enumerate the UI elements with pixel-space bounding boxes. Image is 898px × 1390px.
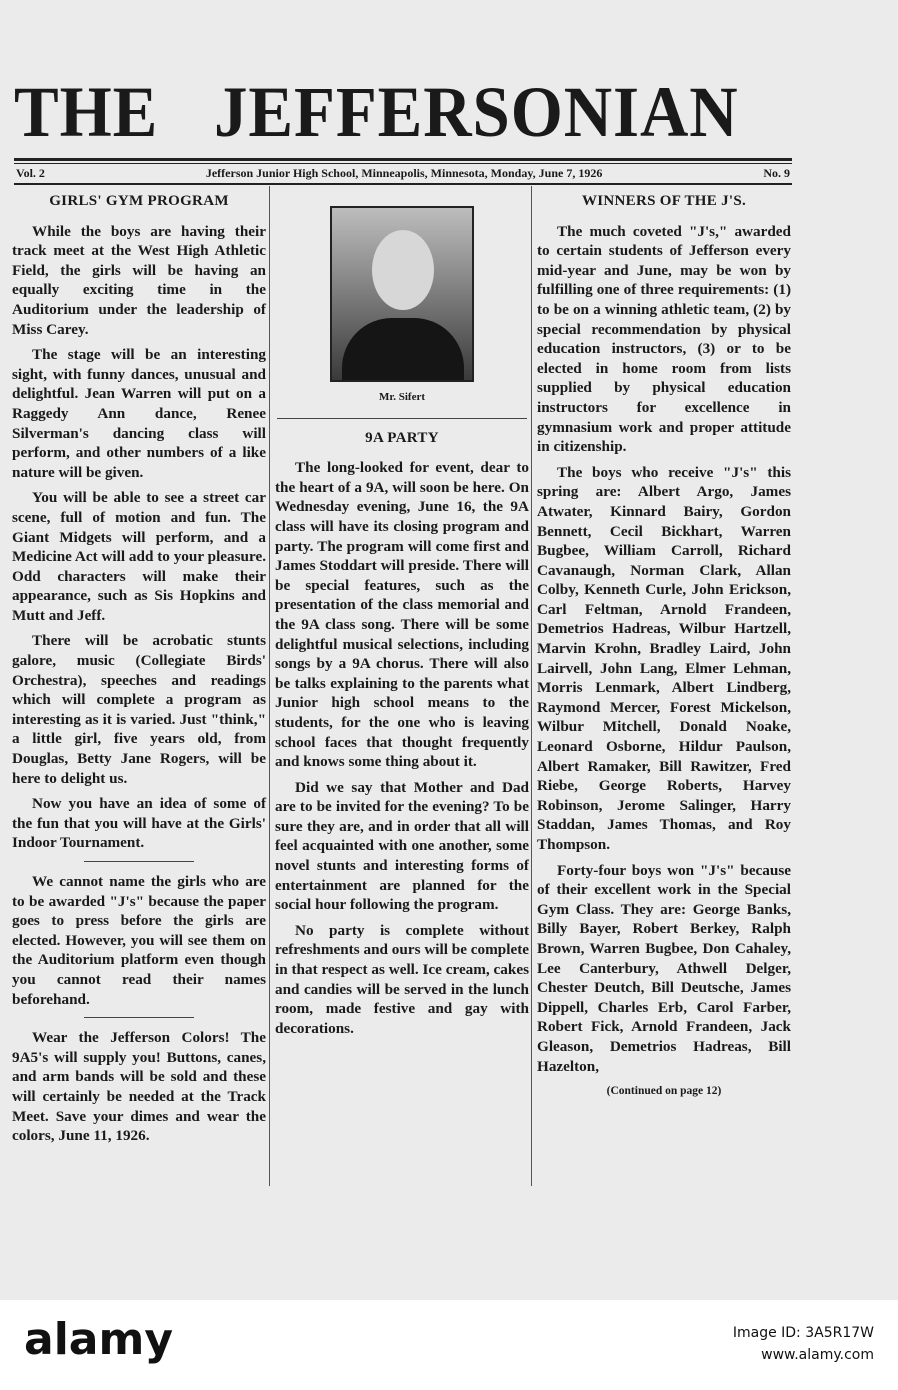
column-divider bbox=[269, 186, 270, 1186]
masthead-rule bbox=[14, 158, 792, 161]
column-divider bbox=[531, 186, 532, 1186]
dateline bbox=[16, 166, 790, 181]
article-title: GIRLS' GYM PROGRAM bbox=[49, 193, 229, 209]
stock-banner bbox=[0, 1300, 898, 1390]
paragraph: While the boys are having their track meet at the West High Athletic Field, the girls will be having an equally exciting time in the Auditorium under the leadership of Miss Carey. bbox=[12, 222, 266, 338]
masthead bbox=[14, 72, 739, 152]
issue-number: No. 9 bbox=[763, 166, 790, 180]
divider bbox=[84, 1017, 194, 1018]
paragraph: The long-looked for event, dear to the heart of a 9A, will soon be here. On Wednesday evening, June 16, the 9A class will have its closing program and party. The program will come first and James Stoddart will preside. There will be special features, such as the presentation of the class memorial and the 9A class song. There will be some delightful musical selections, including songs by a 9A chorus. There will also be talks explaining to the parents what Junior high school means to the students, for the one who is leaving school faces that thought frequently and knows some thing about it. bbox=[275, 459, 529, 771]
article-title: WINNERS OF THE J'S. bbox=[581, 193, 747, 209]
paragraph: There will be acrobatic stunts galore, music (Collegiate Birds' Orchestra), speeches and readings which will complete a program as interesting as it is varied. Just "think," a little girl, five years old, from Douglas, Betty Jane Rogers, will be here to delight us. bbox=[12, 632, 266, 787]
alamy-logo: alamy bbox=[24, 1314, 173, 1365]
masthead-word: THE bbox=[14, 72, 159, 152]
paragraph: Wear the Jefferson Colors! The 9A5's will supply you! Buttons, canes, and arm bands will be sold and these will certainly be needed at the Track Meet. Save your dimes and wear the colors, June 11, 1926. bbox=[12, 1029, 266, 1145]
masthead-word: JEFFERSONIAN bbox=[214, 72, 739, 152]
paragraph: You will be able to see a street car scene, full of motion and fun. The Giant Midgets will perform, and a Medicine Act will add to your pleasure. Odd characters will make their appearance, such as Sis Hopkins and Mutt and Jeff. bbox=[12, 489, 266, 624]
paragraph: Forty-four boys won "J's" because of their excellent work in the Special Gym Class. They are: George Banks, Billy Bayer, Robert Berkey, Ralph Brown, Warren Bugbee, Don Cahaley, Lee Canterbury, Athwell Delger, Chester Deutch, Bill Deutsche, James Dippell, Charles Erb, Carol Farber, Robert Fick, Arnold Frandeen, Jack Gleason, Demetrios Hadreas, Bill Hazelton, bbox=[537, 861, 791, 1075]
divider bbox=[277, 418, 527, 419]
dateline-text: Jefferson Junior High School, Minneapolis, Minnesota, Monday, June 7, 1926 bbox=[205, 166, 603, 180]
photo-caption: Mr. Sifert bbox=[378, 391, 426, 403]
image-id-block bbox=[733, 1322, 874, 1366]
dateline-rule bbox=[14, 183, 792, 185]
portrait-photo bbox=[330, 206, 474, 382]
stock-url: www.alamy.com bbox=[761, 1347, 874, 1363]
column-winners bbox=[537, 192, 791, 1102]
article-title: 9A PARTY bbox=[365, 429, 439, 446]
paragraph: The much coveted "J's," awarded to certain students of Jefferson every mid-year and June, may be won by fulfilling one of three requirements: (1) to be on a winning athletic team, (2) by special recommendation by physical education instructors, (3) or to be elected in home room from lists supplied by physical education instructors for excellence in gymnasium work and proper attitude in citizenship. bbox=[537, 222, 791, 456]
paragraph: No party is complete without refreshments and ours will be complete in that respect as well. Ice cream, cakes and candies will be served in the lunch room, made festive and gay with decorations. bbox=[275, 921, 529, 1037]
paragraph: The stage will be an interesting sight, with funny dances, unusual and delightful. Jean Warren will put on a Raggedy Ann dance, Renee Silverman's dancing class will perform, and other numbers of a like nature will be given. bbox=[12, 346, 266, 481]
continued-note: (Continued on page 12) bbox=[606, 1085, 722, 1098]
paragraph: Did we say that Mother and Dad are to be invited for the evening? To be sure they are, and in order that all will feel acquainted with one another, some novel stunts and interesting forms of entertainment are planned for the social hour following the program. bbox=[275, 778, 529, 914]
paragraph: Now you have an idea of some of the fun that you will have at the Girls' Indoor Tournament. bbox=[12, 795, 266, 852]
paragraph: We cannot name the girls who are to be awarded "J's" because the paper goes to press before the girls are elected. However, you will see them on the Auditorium platform even though you cannot read their names beforehand. bbox=[12, 873, 266, 1008]
masthead-rule bbox=[14, 163, 792, 164]
image-id: Image ID: 3A5R17W bbox=[732, 1325, 874, 1341]
column-girls-gym bbox=[12, 192, 266, 1152]
divider bbox=[84, 861, 194, 862]
column-9a-party bbox=[275, 192, 529, 1044]
paragraph: The boys who receive "J's" this spring are: Albert Argo, James Atwater, Kinnard Bairy, Gordon Bennett, Cecil Bickhart, Warren Bugbee, William Carroll, Richard Cavanaugh, Norman Clark, Allan Colby, Kenneth Curle, John Erickson, Carl Feltman, Arnold Frandeen, Demetrios Hadreas, Wilbur Hartzell, Marvin Krohn, Bradley Laird, John Lairvell, John Lang, Elmer Lehman, Morris Lenmark, Albert Lindberg, Raymond Mercer, Forest Mickelson, Wilbur Mitchell, Donald Noake, Leonard Osborne, Hildur Paulson, Albert Ramaker, Bill Rawitzer, Fred Riebe, George Roberts, Harvey Robinson, Jerome Salinger, Harry Staddan, James Thomas, and Roy Thompson. bbox=[537, 463, 791, 853]
volume: Vol. 2 bbox=[16, 166, 45, 180]
